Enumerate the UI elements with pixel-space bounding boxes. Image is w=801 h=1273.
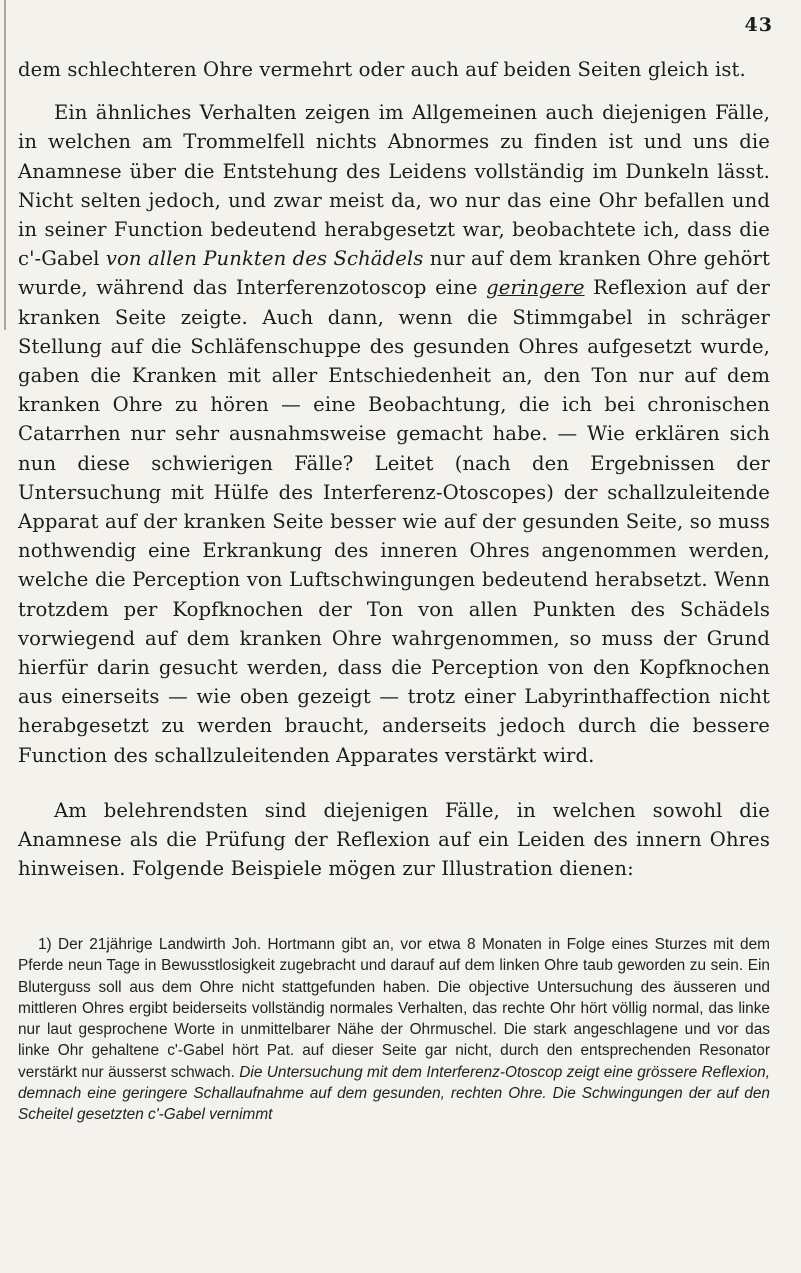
paragraph-2 [18,98,770,770]
paragraph-2-part-a: Ein ähnliches Verhalten zeigen im Allgemeinen auch diejenigen Fälle, in welchen am Trommelfell nichts Abnormes zu finden ist und uns die Anamnese über die Entstehung des Leidens vollständig im Dunkeln lässt. Nicht selten jedoch, und zwar meist da, wo nur das eine Ohr befallen und in seiner Function bedeutend herabgesetzt war, beobachtete ich, dass die c'-Gabel [18,101,770,271]
body-text [18,55,770,883]
footnote-text [18,934,770,1126]
footnote-emphasis: Die Untersuchung mit dem Interferenz-Otoscop zeigt eine grössere Reflexion, demnach eine geringere Schallaufnahme auf dem gesunden, rechten Ohre. Die Schwingungen der auf den Scheitel gesetzten c'-Gabel vernimmt [18,1063,770,1124]
paragraph-2-part-b: nur auf dem kranken Ohre gehört wurde, während das Interferenzotoscop eine [18,247,770,300]
footnote-part-a: 1) Der 21jährige Landwirth Joh. Hortmann gibt an, vor etwa 8 Monaten in Folge eines Sturzes mit dem Pferde neun Tage in Bewusstlosigkeit zugebracht und darauf auf dem linken Ohre taub geworden zu sein. Ein Bluterguss soll aus dem Ohre nicht stattgefunden haben. Die objective Untersuchung des äusseren und mittleren Ohres ergibt beiderseits vollständig normales Verhalten, das rechte Ohr hört völlig normal, das linke nur laut gesprochene Worte in unmittelbarer Nähe der Ohrmuschel. Die stark angeschlagene und vor das linke Ohr gehaltene c'-Gabel hört Pat. auf dieser Seite gar nicht, durch den entsprechenden Resonator verstärkt nur äusserst schwach. [18,936,770,1081]
paragraph-2-emphasis-2: geringere [486,276,585,300]
paragraph-2-part-c: Reflexion auf der kranken Seite zeigte. Auch dann, wenn die Stimmgabel in schräger Stellung auf die Schläfenschuppe des gesunden Ohres aufgesetzt wurde, gaben die Kranken mit aller Entschiedenheit an, den Ton nur auf dem kranken Ohre zu hören — eine Beobachtung, die ich bei chronischen Catarrhen nur sehr ausnahmsweise gemacht habe. — Wie erklären sich nun diese schwierigen Fälle? Leitet (nach den Ergebnissen der Untersuchung mit Hülfe des Interferenz-Otoscopes) der schallzuleitende Apparat auf der kranken Seite besser wie auf der gesunden Seite, so muss nothwendig eine Erkrankung des inneren Ohres angenommen werden, welche die Perception von Luftschwingungen bedeutend herabsetzt. Wenn trotzdem per Kopfknochen der Ton von allen Punkten des Schädels vorwiegend auf dem kranken Ohre wahrgenommen, so muss der Grund hierfür darin gesucht werden, dass die Perception von den Kopfknochen aus einerseits — wie oben gezeigt — trotz einer Labyrinthaffection nicht herabgesetzt zu werden braucht, anderseits jedoch durch die bessere Function des schallzuleitenden Apparates verstärkt wird. [18,276,770,767]
paragraph-3: Am belehrendsten sind diejenigen Fälle, in welchen sowohl die Anamnese als die Prüfung der Reflexion auf ein Leiden des innern Ohres hinweisen. Folgende Beispiele mögen zur Illustration dienen: [18,798,770,881]
margin-rule [4,0,6,330]
page-number: 43 [744,14,773,36]
paragraph-2-emphasis-1: von allen Punkten des Schädels [105,247,424,271]
paragraph-1: dem schlechteren Ohre vermehrt oder auch auf beiden Seiten gleich ist. [18,58,746,81]
footnote [18,934,770,1126]
